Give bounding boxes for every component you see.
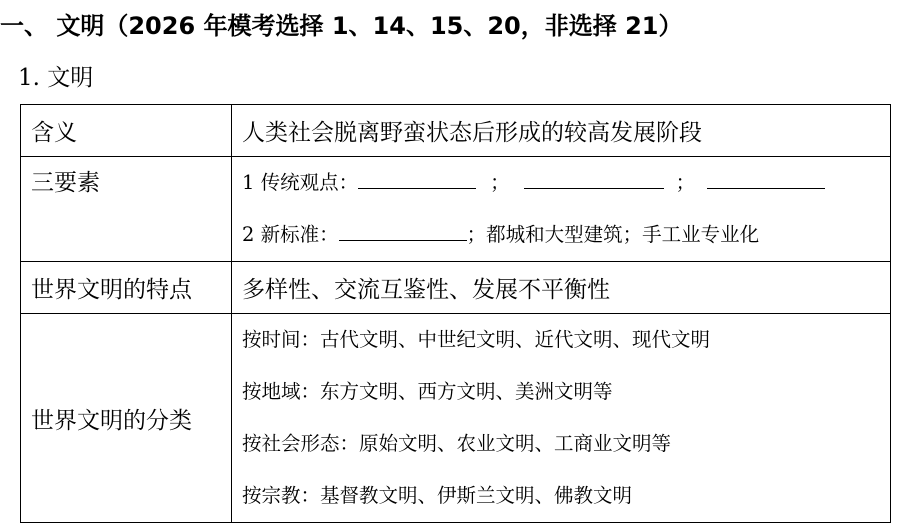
elements-label: 三要素 <box>31 170 100 196</box>
row-features <box>21 262 891 314</box>
classification-item: 按地域：东方文明、西方文明、美洲文明等 <box>242 380 613 403</box>
features-value: 多样性、交流互鉴性、发展不平衡性 <box>232 262 891 314</box>
classification-label: 世界文明的分类 <box>21 314 232 523</box>
elements-line-1 <box>242 157 880 209</box>
classification-item: 按社会形态：原始文明、农业文明、工商业文明等 <box>242 432 672 455</box>
fill-blank-3[interactable] <box>707 158 825 189</box>
separator-2: ； <box>675 171 696 194</box>
subsection-heading: 1. 文明 <box>18 65 94 91</box>
row-meaning <box>21 105 891 157</box>
meaning-label: 含义 <box>21 105 232 157</box>
elements-label-cell <box>21 157 232 262</box>
elements-line-2 <box>242 209 880 261</box>
row-classification <box>21 314 891 523</box>
features-label: 世界文明的特点 <box>21 262 232 314</box>
classification-item: 按宗教：基督教文明、伊斯兰文明、佛教文明 <box>242 484 633 507</box>
section-heading: 一、 文明（2026 年模考选择 1、14、15、20，非选择 21） <box>0 12 683 40</box>
classification-value <box>232 314 891 523</box>
elements-value <box>232 157 891 262</box>
civilization-table <box>20 104 891 523</box>
classification-item: 按时间：古代文明、中世纪文明、近代文明、现代文明 <box>242 328 711 351</box>
elements-line1-prefix: 1 传统观点： <box>242 171 359 194</box>
fill-blank-4[interactable] <box>339 210 467 241</box>
row-elements <box>21 157 891 262</box>
elements-line2-prefix: 2 新标准： <box>242 223 339 246</box>
elements-line2-suffix: ；都城和大型建筑；手工业专业化 <box>466 223 760 246</box>
fill-blank-2[interactable] <box>524 158 664 189</box>
fill-blank-1[interactable] <box>358 158 476 189</box>
meaning-value: 人类社会脱离野蛮状态后形成的较高发展阶段 <box>232 105 891 157</box>
separator-1: ； <box>490 171 510 194</box>
